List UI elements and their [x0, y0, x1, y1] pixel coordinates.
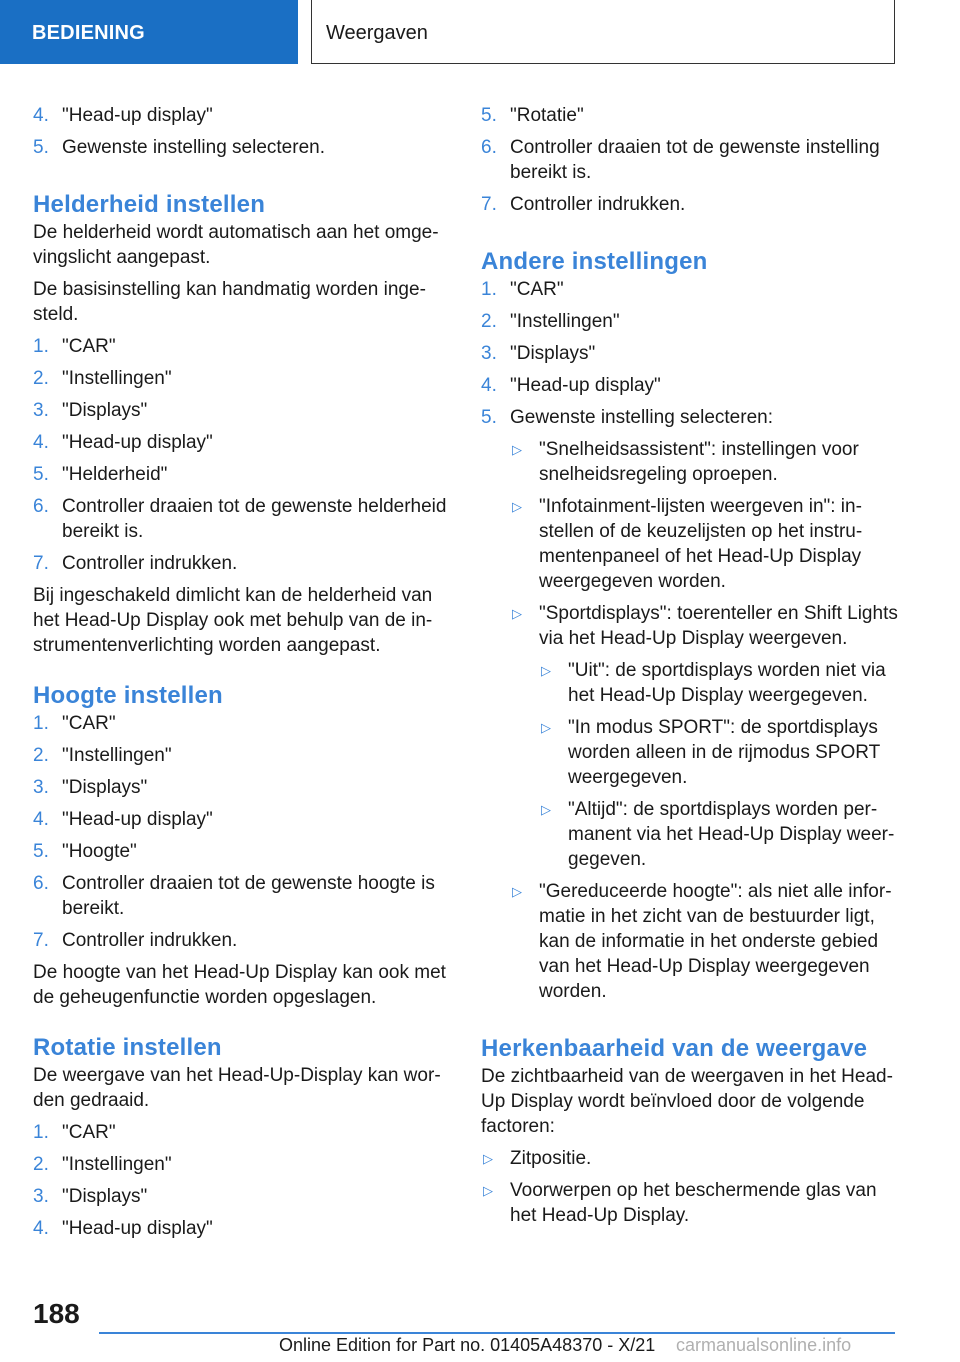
step-text: "Displays": [62, 777, 148, 798]
footer-divider: [99, 1332, 895, 1334]
step-text: Controller draaien tot de gewenste hoogte is bereikt.: [62, 873, 435, 919]
paragraph: De zichtbaarheid van de weergaven in het Head-Up Display wordt beïnvloed door de volgende factoren:: [481, 1066, 893, 1137]
step-text: Controller draaien tot de gewenste helderheid bereikt is.: [62, 496, 447, 542]
step: [33, 1120, 453, 1145]
bullet-text: "Infotainment-lijsten weergeven in": instellen of de keuzelijsten op het instrumentenpaneel of het Head-Up Display weergegeven worden.: [539, 496, 863, 592]
step-text: "Head-up display": [510, 375, 661, 396]
step-number: 5.: [33, 841, 49, 862]
step-number: 3.: [33, 777, 49, 798]
step-text: "CAR": [62, 713, 116, 734]
step: [33, 494, 453, 544]
step-text: "Helderheid": [62, 464, 168, 485]
step-number: 1.: [33, 1122, 49, 1143]
bullet-item: [510, 879, 901, 1004]
step-number: 4.: [33, 105, 49, 126]
bullet-text: "Gereduceerde hoogte": als niet alle informatie in het zicht van de bestuurder ligt, kan de informatie in het onderste gebied van het Head-Up Display weergegeven worden.: [539, 881, 892, 1002]
step-number: 5.: [481, 105, 497, 126]
step-number: 6.: [33, 873, 49, 894]
bullet-item: [539, 715, 901, 790]
bullet-text: "Uit": de sportdisplays worden niet via het Head-Up Display weergegeven.: [568, 660, 886, 706]
right-column: [481, 103, 901, 1235]
step-text: "CAR": [62, 336, 116, 357]
step: [33, 1216, 453, 1241]
step-number: 1.: [481, 279, 497, 300]
triangle-bullet-icon: ▷: [541, 802, 551, 817]
triangle-bullet-icon: ▷: [512, 499, 522, 514]
bullet-text: "Snelheidsassistent": instellingen voor snelheidsregeling oproepen.: [539, 439, 859, 485]
watermark: carmanualsonline.info: [676, 1335, 852, 1355]
heading-brightness: Helderheid instellen: [33, 191, 266, 218]
chapter-title: Weergaven: [311, 0, 895, 64]
step-text: "Instellingen": [62, 368, 172, 389]
step-text: "Instellingen": [62, 1154, 172, 1175]
page-header: [0, 0, 960, 66]
bullet-item: [539, 797, 901, 872]
step-text: "Displays": [62, 1186, 148, 1207]
step: [481, 373, 901, 398]
step: [33, 1184, 453, 1209]
step-number: 6.: [33, 496, 49, 517]
step-text: "Instellingen": [62, 745, 172, 766]
step: [33, 711, 453, 736]
triangle-bullet-icon: ▷: [483, 1183, 493, 1198]
step: [481, 192, 901, 217]
bullet-item: [510, 601, 901, 651]
step-text: "Head-up display": [62, 432, 213, 453]
step-number: 2.: [33, 368, 49, 389]
heading-other-settings: Andere instellingen: [481, 248, 708, 275]
bullet-item: [539, 658, 901, 708]
step: [33, 334, 453, 359]
bullet-text: Zitpositie.: [510, 1148, 592, 1169]
heading-rotation: Rotatie instellen: [33, 1034, 222, 1061]
step-number: 3.: [33, 400, 49, 421]
step-number: 2.: [33, 1154, 49, 1175]
step-number: 4.: [481, 375, 497, 396]
step-number: 7.: [33, 930, 49, 951]
triangle-bullet-icon: ▷: [512, 606, 522, 621]
step-number: 1.: [33, 713, 49, 734]
left-column: [33, 103, 453, 1248]
step: [33, 743, 453, 768]
section-title: BEDIENING: [0, 0, 298, 64]
page-number: 188: [33, 1298, 80, 1329]
step: [33, 430, 453, 455]
step: [33, 398, 453, 423]
step: [33, 775, 453, 800]
bullet-item: [510, 437, 901, 487]
step: [33, 551, 453, 576]
step-number: 2.: [33, 745, 49, 766]
step: [33, 928, 453, 953]
triangle-bullet-icon: ▷: [541, 663, 551, 678]
bullet-text: "In modus SPORT": de sportdisplays worden alleen in de rijmodus SPORT weergegeven.: [568, 717, 880, 788]
triangle-bullet-icon: ▷: [483, 1151, 493, 1166]
step: [33, 462, 453, 487]
bullet-item: [510, 494, 901, 594]
paragraph: De hoogte van het Head-Up Display kan ook met de geheugenfunctie worden opgeslagen.: [33, 962, 446, 1008]
step: [33, 1152, 453, 1177]
triangle-bullet-icon: ▷: [541, 720, 551, 735]
step: [481, 309, 901, 334]
step-text: Controller indrukken.: [510, 194, 686, 215]
step-text: "Rotatie": [510, 105, 584, 126]
bullet-text: Voorwerpen op het beschermende glas van het Head-Up Display.: [510, 1180, 877, 1226]
step-number: 3.: [33, 1186, 49, 1207]
step-number: 5.: [33, 137, 49, 158]
step: [33, 807, 453, 832]
step-text: "CAR": [62, 1122, 116, 1143]
step-number: 7.: [481, 194, 497, 215]
step-number: 1.: [33, 336, 49, 357]
step-text: "Hoogte": [62, 841, 137, 862]
bullet-text: "Altijd": de sportdisplays worden permanent via het Head-Up Display weergegeven.: [568, 799, 895, 870]
bullet-item: [481, 1178, 901, 1228]
step-text: "Instellingen": [510, 311, 620, 332]
step: [481, 277, 901, 302]
step: [481, 405, 901, 430]
step-number: 6.: [481, 137, 497, 158]
step-text: "Displays": [62, 400, 148, 421]
step-text: Controller draaien tot de gewenste instelling bereikt is.: [510, 137, 880, 183]
bullet-text: "Sportdisplays": toerenteller en Shift Lights via het Head-Up Display weergeven.: [539, 603, 898, 649]
step-text: "Head-up display": [62, 809, 213, 830]
heading-visibility: Herkenbaarheid van de weergave: [481, 1035, 868, 1062]
step-number: 3.: [481, 343, 497, 364]
step-text: "Head-up display": [62, 105, 213, 126]
step: [481, 341, 901, 366]
step-text: "Displays": [510, 343, 596, 364]
step-number: 7.: [33, 553, 49, 574]
step-text: "CAR": [510, 279, 564, 300]
step-text: Controller indrukken.: [62, 553, 238, 574]
step-text: Controller indrukken.: [62, 930, 238, 951]
step: [481, 103, 901, 128]
step-number: 2.: [481, 311, 497, 332]
step-number: 5.: [33, 464, 49, 485]
step-text: "Head-up display": [62, 1218, 213, 1239]
step-number: 5.: [481, 407, 497, 428]
step: [481, 135, 901, 185]
step-number: 4.: [33, 809, 49, 830]
paragraph: Bij ingeschakeld dimlicht kan de helderheid van het Head-Up Display ook met behulp van de instrumentenverlichting worden aangepast.: [33, 585, 433, 656]
triangle-bullet-icon: ▷: [512, 442, 522, 457]
step: [33, 871, 453, 921]
paragraph: De weergave van het Head-Up-Display kan worden gedraaid.: [33, 1065, 441, 1111]
step-text: Gewenste instelling selecteren:: [510, 407, 773, 428]
triangle-bullet-icon: ▷: [512, 884, 522, 899]
step: [33, 135, 453, 160]
paragraph: De helderheid wordt automatisch aan het omgevingslicht aangepast.: [33, 222, 439, 268]
heading-height: Hoogte instellen: [33, 682, 223, 709]
edition-text: Online Edition for Part no. 01405A48370 - X/21: [279, 1335, 656, 1355]
step: [33, 103, 453, 128]
step-number: 4.: [33, 432, 49, 453]
step: [33, 366, 453, 391]
step: [33, 839, 453, 864]
bullet-item: [481, 1146, 901, 1171]
step-number: 4.: [33, 1218, 49, 1239]
step-text: Gewenste instelling selecteren.: [62, 137, 325, 158]
paragraph: De basisinstelling kan handmatig worden ingesteld.: [33, 279, 426, 325]
